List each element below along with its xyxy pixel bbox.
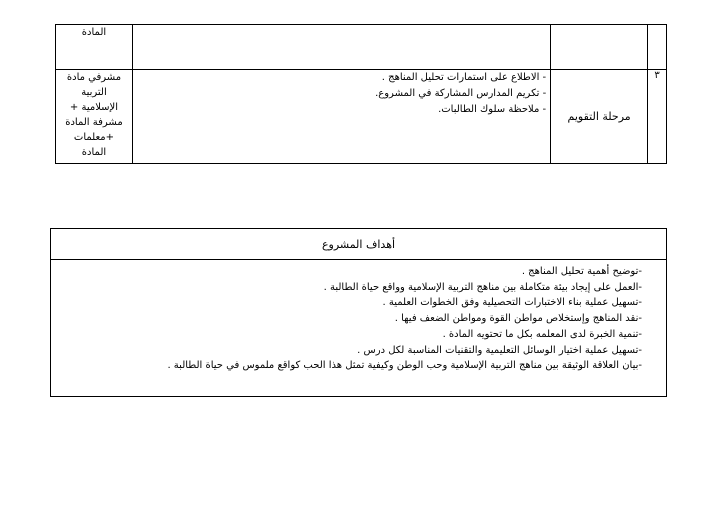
- goal-item: -بيان العلاقة الوثيقة بين مناهج التربية الإسلامية وحب الوطن وكيفية تمثل هذا الحب كواقع ملموس في حياة الطالبة .: [167, 360, 642, 372]
- action-item: - ملاحظة سلوك الطالبات.: [438, 104, 547, 115]
- responsible-cell: [56, 25, 133, 70]
- row-number: ٣: [654, 70, 660, 81]
- goal-item: -تسهيل عملية بناء الاختبارات التحصيلية وفق الخطوات العلمية .: [382, 297, 642, 309]
- goals-title: أهداف المشروع: [321, 237, 396, 251]
- responsible-line: المادة: [81, 147, 107, 158]
- action-item: - الاطلاع على استمارات تحليل المناهج .: [381, 72, 547, 83]
- responsible-cell: [56, 70, 133, 164]
- actions-cell: [132, 25, 550, 70]
- goals-body-row: [51, 260, 667, 397]
- plan-row-2: [56, 70, 667, 164]
- goal-item: -تسهيل عملية اختيار الوسائل التعليمية والتقنيات المناسبة لكل درس .: [357, 344, 642, 356]
- responsible-text: المادة: [81, 27, 107, 38]
- goal-item: -تنمية الخبرة لدى المعلمه بكل ما تحتويه المادة .: [442, 328, 642, 340]
- responsible-line: مشرفي مادة: [66, 72, 122, 83]
- goal-item: -نقد المناهج وإستخلاص مواطن القوة ومواطن الضعف فيها .: [394, 313, 642, 325]
- stage-cell: [551, 70, 648, 164]
- action-item: - تكريم المدارس المشاركة في المشروع.: [375, 88, 547, 99]
- stage-cell: [551, 25, 648, 70]
- goals-title-cell: [51, 229, 667, 260]
- goals-table: [50, 228, 667, 397]
- plan-row-1: [56, 25, 667, 70]
- goal-item: -توضيح أهمية تحليل المناهج .: [521, 266, 642, 277]
- responsible-line: الإسلامية +: [69, 102, 119, 113]
- goal-item: -العمل على إيجاد بيئة متكاملة بين مناهج التربية الإسلامية وواقع حياة الطالبة .: [323, 281, 642, 293]
- row-number-cell: [648, 25, 667, 70]
- row-number-cell: [648, 70, 667, 164]
- goals-header-row: [51, 229, 667, 260]
- responsible-line: التربية: [81, 87, 107, 98]
- stage-name: مرحلة التقويم: [567, 110, 631, 123]
- goals-list: [51, 260, 667, 397]
- responsible-line: مشرفة المادة: [65, 117, 123, 128]
- plan-table: [55, 24, 667, 164]
- actions-cell: [132, 70, 550, 164]
- responsible-line: +معلمات: [73, 132, 115, 143]
